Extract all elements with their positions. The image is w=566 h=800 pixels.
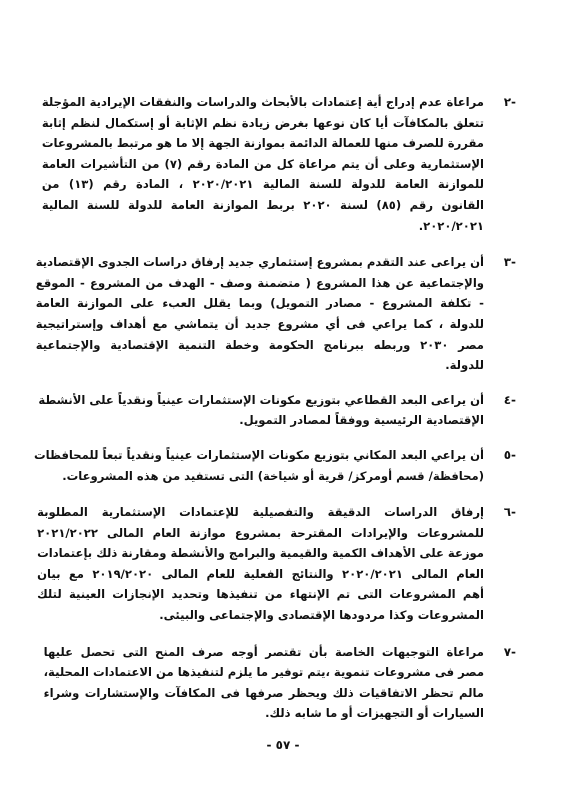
text-line: الإستثمارية وعلى أن يتم مراعاة كل من المادة رقم (٧) من التأشيرات العامة (41, 156, 484, 171)
item-number: ٣- (503, 255, 516, 270)
item-number: ٥- (503, 447, 516, 462)
text-line: إرفاق الدراسات الدقيقة والتفصيلية للإعتمادات الإستثمارية المطلوبة (37, 505, 484, 520)
item-number: ٦- (503, 505, 516, 520)
text-line: أن يراعي البعد المكاني بتوزيع مكونات الإستثمارات عينياً ونقدياً تبعاً للمحافظات (34, 447, 484, 462)
text-line: للدولة ، كما يراعي فى أي مشروع جديد أن يتماشي مع أهداف وإستراتيجية (35, 316, 484, 331)
list-item (37, 502, 516, 626)
text-line: القانون رقم (٨٥) لسنة ٢٠٢٠ بربط الموازنة العامة للدولة للسنة المالية (41, 197, 484, 212)
text-line: ٢٠٢٠/٢٠٢١. (418, 218, 484, 233)
item-number: ٤- (503, 392, 516, 407)
list-item (41, 92, 516, 236)
item-number: ٧- (503, 644, 516, 659)
page-number: - ٥٧ - (266, 738, 300, 752)
text-line: مصر ٢٠٣٠ وربطه ببرنامج الحكومة وخطة التنمية الإقتصادية والإجتماعية (35, 337, 484, 352)
text-line: للموازنة العامة للدولة للسنة المالية ٢٠٢٠/٢٠٢١ ، المادة رقم (١٣) من (41, 177, 484, 192)
list-item (34, 445, 516, 486)
text-line: مراعاة التوجيهات الخاصة بأن تقتصر أوجه صرف المنح التى تحصل عليها (43, 644, 484, 659)
text-line: للدولة. (445, 358, 484, 373)
text-line: موزعة على الأهداف الكمية والقيمية والبرامج والأنشطة ومقارنة ذلك بإعتمادات (37, 546, 484, 561)
text-line: أهم المشروعات التى تم الإنتهاء من تنفيذها وتحديد الإنجازات العينية لتلك (37, 587, 484, 602)
list-item (35, 252, 516, 376)
item-text (44, 642, 484, 724)
text-line: تتعلق بالمكافآت أيا كان نوعها بغرض زيادة نظم الإثابة أو إستكمال لنظم إثابة (41, 115, 484, 130)
text-line: مراعاة عدم إدراج أية إعتمادات بالأبحاث والدراسات والنفقات الإيرادية المؤجلة (41, 95, 484, 109)
text-line: المشروعات وكذا مردودها الإقتصادى والإجتماعى والبيئى. (159, 608, 484, 623)
text-line: - تكلفة المشروع - مصادر التمويل) وبما يقلل العبء على الموازنة العامة (35, 296, 484, 311)
text-line: مالم تحظر الاتفاقيات ذلك ويحظر صرفها فى المكافآت والإستشارات وشراء (43, 685, 484, 700)
item-text (34, 445, 484, 486)
item-text (37, 502, 484, 626)
list-item (44, 642, 516, 724)
text-line: (محافظة/ قسم أومركز/ قرية أو شياخة) التى تستفيد من هذه المشروعات. (62, 468, 484, 483)
item-text (42, 92, 484, 236)
item-text (36, 252, 484, 376)
text-line: السيارات أو التجهيزات أو ما شابه ذلك. (265, 706, 484, 721)
text-line: العام المالى ٢٠٢٠/٢٠٢١ والنتائج الفعلية للعام المالى ٢٠١٩/٢٠٢٠ مع بيان (37, 566, 484, 581)
text-line: للمشروعات والإيرادات المقترحة بمشروع موازنة العام المالى ٢٠٢١/٢٠٢٢ (37, 525, 484, 540)
text-line: أن يراعى البعد القطاعي بتوزيع مكونات الإستثمارات عينياً ونقدياً على الأنشطة (38, 392, 484, 407)
text-line: أن يراعى عند التقدم بمشروع إستثماري جديد إرفاق دراسات الجدوى الإقتصادية (35, 255, 484, 270)
text-line: والإجتماعية عن هذا المشروع ( متضمنة وصف - الهدف من المشروع - الموقع (35, 275, 484, 290)
text-line: مصر فى مشروعات تنموية ،يتم توفير ما يلزم لتنفيذها من الاعتمادات المحلية، (43, 665, 484, 680)
item-text (38, 390, 484, 431)
item-number: ٢- (503, 95, 516, 109)
text-line: الإقتصادية الرئيسية ووفقاً لمصادر التمويل. (239, 413, 484, 428)
text-line: مقررة للصرف منها للعمالة الدائمة بموازنة الجهة إلا ما هو مرتبط بالمشروعات (41, 136, 484, 151)
list-item (38, 390, 516, 431)
